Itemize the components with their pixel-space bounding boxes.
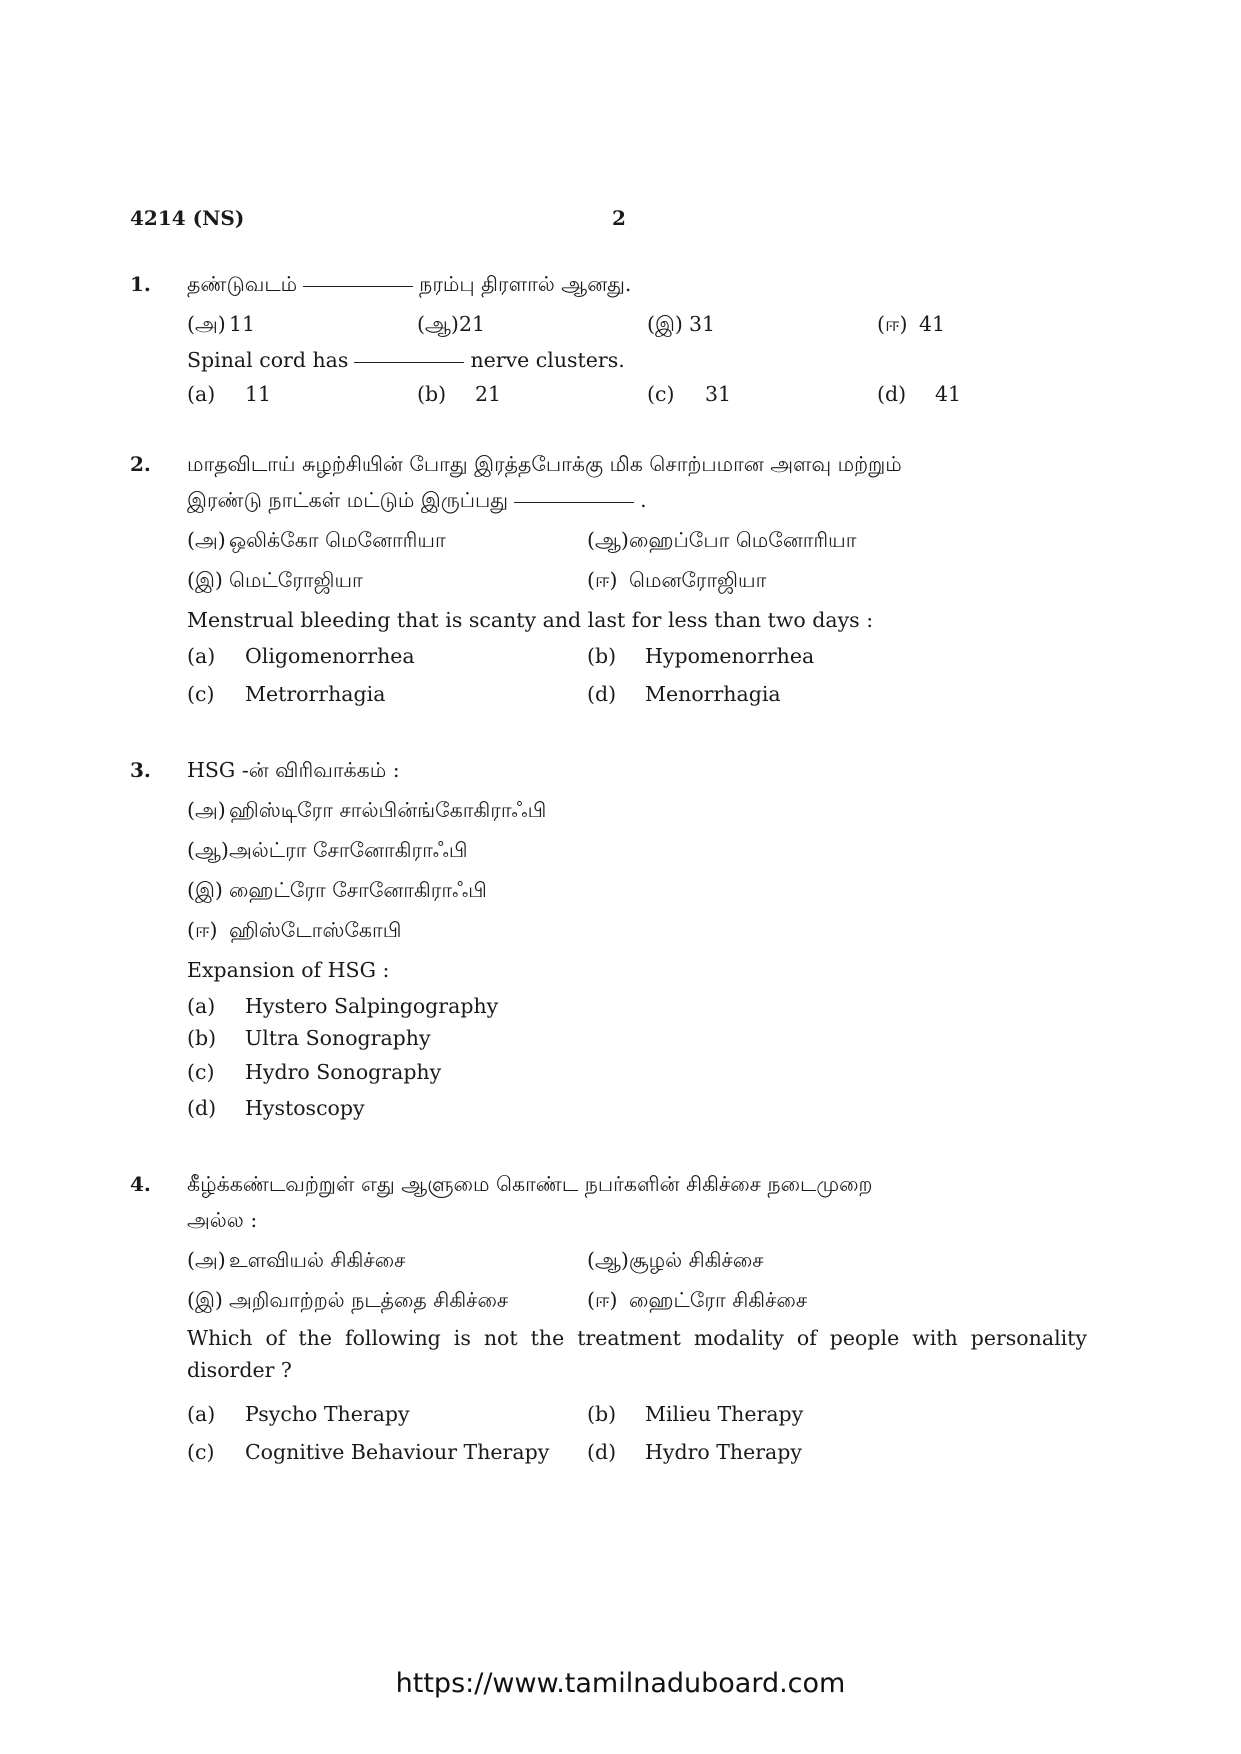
answer-blank bbox=[303, 285, 413, 287]
answer-blank bbox=[514, 501, 634, 503]
question-text-tamil: தண்டுவடம் நரம்பு திரளால் ஆனது. bbox=[187, 272, 632, 296]
question-text-tamil: மாதவிடாய் சுழற்சியின் போது இரத்தபோக்கு மிக சொற்பமான அளவு மற்றும் bbox=[187, 452, 902, 476]
answer-blank bbox=[354, 361, 464, 363]
option-tamil-a: (அ) ஹிஸ்டிரோ சால்பின்ங்கோகிராஃபி bbox=[187, 798, 547, 822]
option-tamil-a: (அ) 11 bbox=[187, 312, 256, 336]
page-number: 2 bbox=[612, 206, 626, 230]
option-tamil-d: (ஈ) மெனரோஜியா bbox=[587, 568, 767, 592]
page-header bbox=[130, 206, 1113, 236]
question-text-english: Menstrual bleeding that is scanty and last for less than two days : bbox=[187, 608, 874, 632]
option-english-c: (c) 31 bbox=[647, 382, 732, 406]
option-tamil-c: (இ) ஹைட்ரோ சோனோகிராஃபி bbox=[187, 878, 487, 902]
question-text-english: Spinal cord has nerve clusters. bbox=[187, 348, 625, 372]
footer-url: https://www.tamilnaduboard.com bbox=[395, 1668, 846, 1699]
option-english-b: (b) Ultra Sonography bbox=[187, 1026, 431, 1050]
question-text-english: Which of the following is not the treatment modality of people with personality disorder ? bbox=[187, 1326, 1087, 1382]
option-english-a: (a) Psycho Therapy bbox=[187, 1402, 410, 1426]
question-text-tamil-cont: இரண்டு நாட்கள் மட்டும் இருப்பது . bbox=[187, 488, 647, 512]
option-english-b: (b) Hypomenorrhea bbox=[587, 644, 815, 668]
option-english-a: (a) Oligomenorrhea bbox=[187, 644, 415, 668]
question-text-english: Expansion of HSG : bbox=[187, 958, 390, 982]
option-tamil-c: (இ) மெட்ரோஜியா bbox=[187, 568, 363, 592]
option-english-d: (d) Menorrhagia bbox=[587, 682, 781, 706]
option-english-d: (d) 41 bbox=[877, 382, 962, 406]
question-text-tamil: HSG -ன் விரிவாக்கம் : bbox=[187, 758, 400, 782]
paper-code: 4214 (NS) bbox=[130, 206, 245, 230]
option-tamil-a: (அ) உளவியல் சிகிச்சை bbox=[187, 1248, 406, 1272]
question-text-tamil-cont: அல்ல : bbox=[187, 1208, 258, 1232]
option-english-a: (a) 11 bbox=[187, 382, 272, 406]
option-tamil-d: (ஈ) ஹைட்ரோ சிகிச்சை bbox=[587, 1288, 808, 1312]
question-text-tamil: கீழ்க்கண்டவற்றுள் எது ஆளுமை கொண்ட நபர்களின் சிகிச்சை நடைமுறை bbox=[187, 1172, 873, 1196]
question-number: 1. bbox=[130, 272, 151, 296]
option-english-d: (d) Hydro Therapy bbox=[587, 1440, 802, 1464]
option-english-c: (c) Metrorrhagia bbox=[187, 682, 386, 706]
option-english-c: (c) Hydro Sonography bbox=[187, 1060, 442, 1084]
option-tamil-d: (ஈ) ஹிஸ்டோஸ்கோபி bbox=[187, 918, 402, 942]
option-english-d: (d) Hystoscopy bbox=[187, 1096, 365, 1120]
option-tamil-c: (இ) 31 bbox=[647, 312, 716, 336]
option-tamil-c: (இ) அறிவாற்றல் நடத்தை சிகிச்சை bbox=[187, 1288, 509, 1312]
question-number: 2. bbox=[130, 452, 151, 476]
option-english-c: (c) Cognitive Behaviour Therapy bbox=[187, 1440, 550, 1464]
question-number: 4. bbox=[130, 1172, 151, 1196]
option-english-b: (b) 21 bbox=[417, 382, 502, 406]
option-english-a: (a) Hystero Salpingography bbox=[187, 994, 499, 1018]
option-tamil-b: (ஆ)அல்ட்ரா சோனோகிராஃபி bbox=[187, 838, 468, 862]
option-tamil-b: (ஆ)சூழல் சிகிச்சை bbox=[587, 1248, 764, 1272]
option-tamil-b: (ஆ)21 bbox=[417, 312, 486, 336]
option-tamil-b: (ஆ)ஹைப்போ மெனோரியா bbox=[587, 528, 857, 552]
question-number: 3. bbox=[130, 758, 151, 782]
option-tamil-a: (அ) ஒலிக்கோ மெனோரியா bbox=[187, 528, 446, 552]
option-english-b: (b) Milieu Therapy bbox=[587, 1402, 804, 1426]
option-tamil-d: (ஈ) 41 bbox=[877, 312, 946, 336]
